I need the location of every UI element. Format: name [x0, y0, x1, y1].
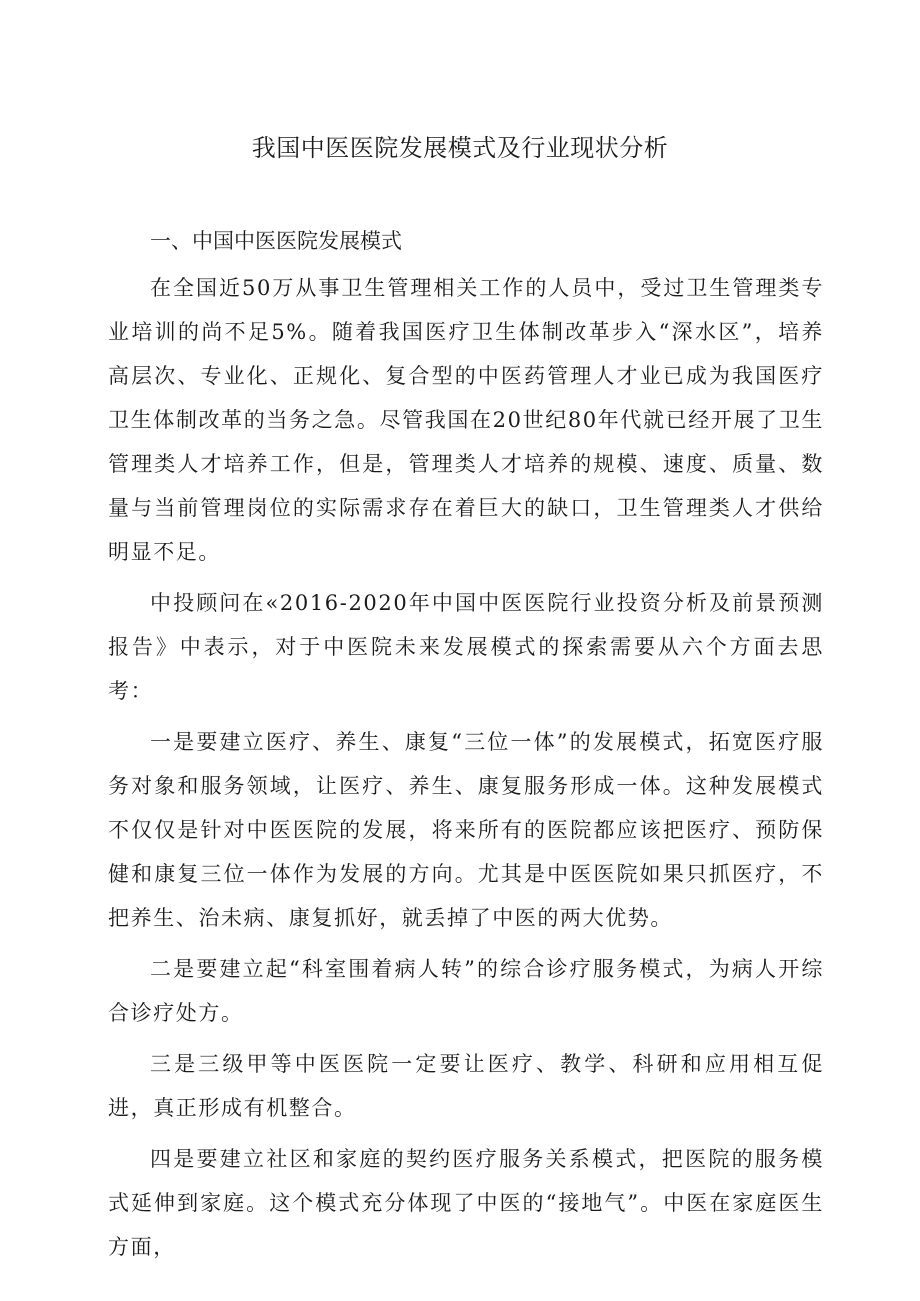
paragraph-point-two: 二是要建立起“科室围着病人转”的综合诊疗服务模式，为病人开综合诊疗处方。 — [108, 957, 824, 1025]
section-heading: 一、中国中医医院发展模式 — [150, 229, 402, 253]
paragraph-point-four: 四是要建立社区和家庭的契约医疗服务关系模式，把医院的服务模式延伸到家庭。这个模式充分体现了中医的“接地气”。中医在家庭医生方面， — [108, 1147, 824, 1259]
body-text — [108, 266, 824, 1276]
document-title: 我国中医医院发展模式及行业现状分析 — [251, 134, 669, 162]
paragraph-point-one: 一是要建立医疗、养生、康复“三位一体”的发展模式，拓宽医疗服务对象和服务领域，让医疗、养生、康复服务形成一体。这种发展模式不仅仅是针对中医医院的发展，将来所有的医院都应该把医疗、预防保健和康复三位一体作为发展的方向。尤其是中医医院如果只抓医疗，不把养生、治未病、康复抓好，就丢掉了中医的两大优势。 — [108, 730, 824, 930]
paragraph-point-three: 三是三级甲等中医医院一定要让医疗、教学、科研和应用相互促进，真正形成有机整合。 — [108, 1052, 824, 1120]
paragraph-report-intro: 中投顾问在«2016-2020年中国中医医院行业投资分析及前景预测报告》中表示，对于中医院未来发展模式的探索需要从六个方面去思考： — [108, 591, 824, 703]
paragraph-talent-gap: 在全国近50万从事卫生管理相关工作的人员中，受过卫生管理类专业培训的尚不足5%。随着我国医疗卫生体制改革步入“深水区”，培养高层次、专业化、正规化、复合型的中医药管理人才业已成为我国医疗卫生体制改革的当务之急。尽管我国在20世纪80年代就已经开展了卫生管理类人才培养工作，但是，管理类人才培养的规模、速度、质量、数量与当前管理岗位的实际需求存在着巨大的缺口，卫生管理类人才供给明显不足。 — [108, 276, 824, 564]
